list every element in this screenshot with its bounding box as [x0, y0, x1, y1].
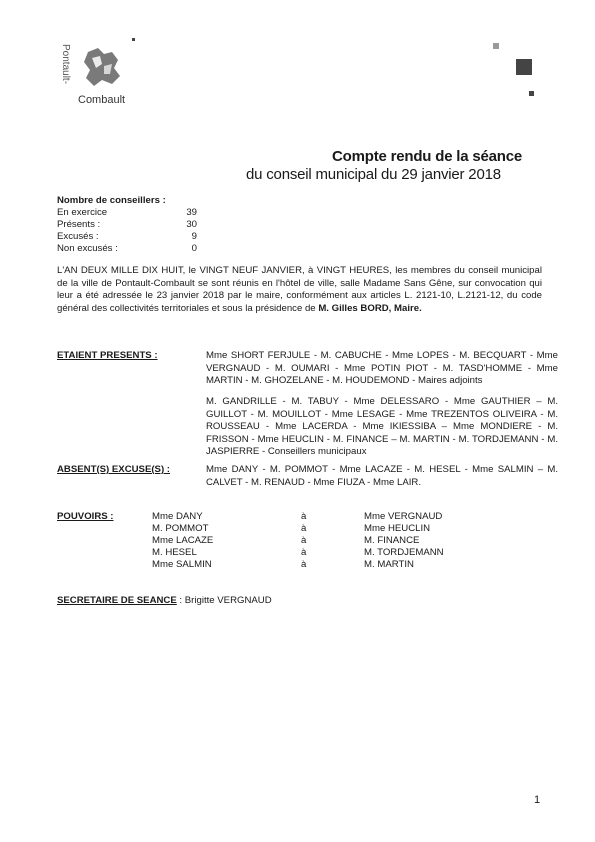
pouvoirs-label: POUVOIRS : [57, 511, 114, 522]
pouvoir-from: Mme SALMIN [152, 559, 212, 570]
count-row-excuses [57, 231, 197, 242]
pouvoirs-from-column [152, 511, 213, 571]
intro-text: , le VINGT NEUF JANVIER, à VINGT HEURES, les membres du conseil municipal de la ville de Pontault-Combault se sont réunis en l'hôtel de ville, salle Madame Sans Gêne, sur convocation qui leur a été adressée le 23 janvier 2018 par le maire, conformément aux articles L. 2121-10, L.2121-12, du code général des collectivités territoriales et sous la présidence de [57, 265, 542, 314]
count-row-exercice [57, 207, 197, 218]
absents-text: Mme DANY - M. POMMOT - Mme LACAZE - M. HESEL - Mme SALMIN – M. CALVET - M. RENAUD - Mme FIUZA - Mme LAIR. [206, 464, 558, 488]
absents-label: ABSENT(S) EXCUSE(S) : [57, 464, 170, 475]
pouvoir-from: Mme LACAZE [152, 535, 214, 546]
presents-adjoints: Mme SHORT FERJULE - M. CABUCHE - Mme LOPES - M. BECQUART - Mme VERGNAUD - M. OUMARI - Mme POTIN PIOT - M. TASD'HOMME - Mme MARTIN - M. GHOZELANE - M. HOUDEMOND - Maires adjoints [206, 350, 558, 386]
count-value: 9 [191, 231, 197, 242]
count-label: Excusés : [57, 231, 99, 242]
intro-lead: L'AN DEUX MILLE DIX HUIT [57, 265, 183, 276]
secretaire-line [57, 595, 272, 606]
pouvoir-from: M. POMMOT [152, 523, 209, 534]
presents-label: ETAIENT PRESENTS : [57, 350, 158, 361]
count-value: 30 [186, 219, 197, 230]
pouvoir-a: à [301, 511, 307, 522]
count-value: 0 [191, 243, 197, 254]
intro-president: M. Gilles BORD, Maire. [318, 302, 422, 314]
document-subtitle: du conseil municipal du 29 janvier 2018 [246, 166, 501, 183]
pouvoir-to: Mme HEUCLIN [364, 523, 431, 534]
page-number: 1 [534, 794, 541, 806]
decor-dot [132, 38, 135, 41]
count-row-non-excuses [57, 243, 197, 254]
pouvoir-from: Mme DANY [152, 511, 203, 522]
pouvoir-a: à [301, 559, 307, 570]
counts-header: Nombre de conseillers : [57, 195, 166, 206]
count-value: 39 [186, 207, 197, 218]
pouvoir-to: M. TORDJEMANN [364, 547, 444, 558]
count-label: Non excusés : [57, 243, 118, 254]
count-label: Présents : [57, 219, 101, 230]
decor-square-small-1 [493, 43, 499, 49]
document-title: Compte rendu de la séance [332, 148, 523, 165]
count-row-presents [57, 219, 197, 230]
city-logo [56, 42, 136, 110]
secretaire-label: SECRETAIRE DE SEANCE [57, 595, 177, 606]
decor-square-large [516, 59, 532, 75]
presents-conseillers: M. GANDRILLE - M. TABUY - Mme DELESSARO - Mme GAUTHIER – M. GUILLOT - M. MOUILLOT - Mme LESAGE - Mme TREZENTOS OLIVEIRA - M. ROUSSEAU - Mme LACERDA - Mme IKIESSIBA – Mme MONDIERE - M. FRISSON - Mme HEUCLIN - M. FINANCE – M. MARTIN - M. TORDJEMANN - M. JASPIERRE - Conseillers municipaux [206, 396, 558, 457]
pouvoirs-to-column [364, 511, 444, 571]
pouvoir-a: à [301, 523, 307, 534]
pouvoirs-a-column [301, 511, 306, 571]
pouvoir-to: Mme VERGNAUD [364, 511, 443, 522]
pouvoir-a: à [301, 547, 307, 558]
pouvoir-a: à [301, 535, 307, 546]
logo-text: Combault [78, 94, 126, 106]
pouvoir-from: M. HESEL [152, 547, 197, 558]
pouvoir-to: M. MARTIN [364, 559, 414, 570]
intro-paragraph [57, 265, 542, 315]
logo-vertical-text: Pontault- [60, 44, 71, 85]
count-label: En exercice [57, 207, 108, 218]
decor-square-small-2 [529, 91, 534, 96]
secretaire-text: : Brigitte VERGNAUD [176, 595, 272, 606]
pouvoir-to: M. FINANCE [364, 535, 420, 546]
city-map-icon [78, 44, 126, 92]
